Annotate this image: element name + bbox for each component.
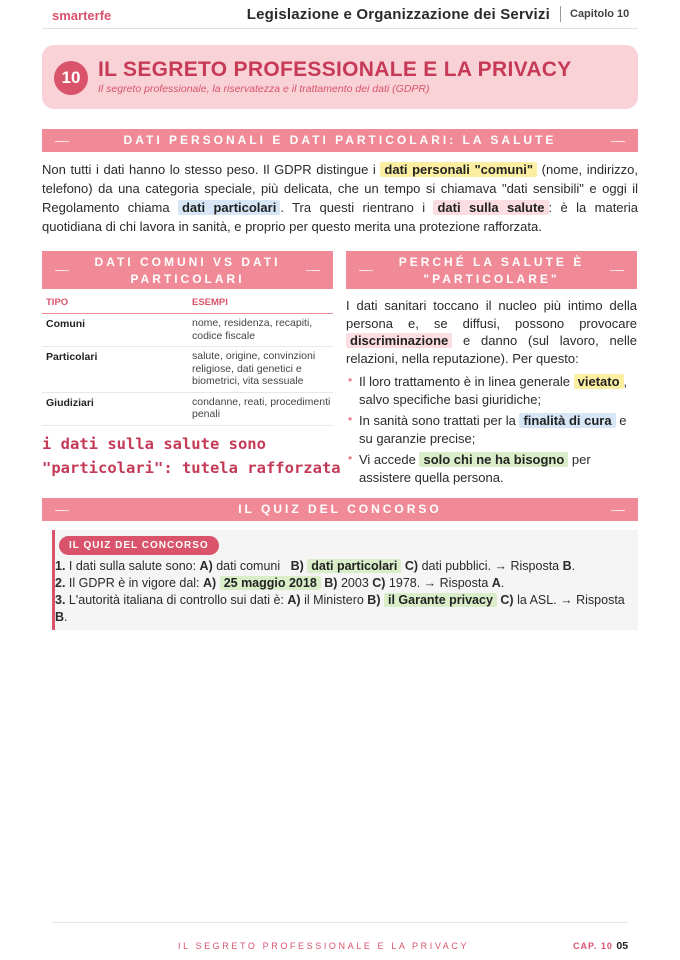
question-text: L'autorità italiana di controllo sui dati è: bbox=[65, 593, 288, 607]
footer-chapter: CAP. 10 bbox=[573, 941, 613, 951]
table-cell-esempi: condanne, reati, procedimenti penali bbox=[192, 395, 331, 420]
list-item bbox=[346, 451, 637, 486]
chapter-label: Capitolo 10 bbox=[570, 8, 630, 20]
text-run: per assistere quella persona. bbox=[359, 452, 591, 485]
chapter-subtitle: Il segreto professionale, la riservatezza e il trattamento dei dati (GDPR) bbox=[98, 83, 430, 95]
intro-paragraph bbox=[42, 160, 638, 236]
text-run: (nome, indirizzo, telefono) da una categoria speciale, più delicata, che un tempo si chiamava "dati sensibili" e oggi il Regolamento chiama bbox=[42, 162, 639, 215]
option-text: il Ministero bbox=[300, 593, 368, 607]
text-run: Vi accede bbox=[359, 452, 420, 467]
question-number: 3. bbox=[55, 593, 66, 607]
section-heading-perche-salute bbox=[346, 251, 637, 289]
dash-decoration bbox=[611, 141, 625, 142]
table-cell-tipo: Particolari bbox=[46, 351, 98, 363]
option-letter: B) bbox=[290, 559, 304, 573]
dash-decoration bbox=[610, 270, 624, 271]
chapter-title: IL SEGRETO PROFESSIONALE E LA PRIVACY bbox=[98, 58, 572, 81]
dash-decoration bbox=[306, 270, 320, 271]
answer-letter: B bbox=[55, 610, 65, 624]
text-run: . Tra questi rientrano i bbox=[280, 200, 434, 215]
column-header-tipo: TIPO bbox=[46, 297, 69, 308]
table-row bbox=[42, 347, 333, 393]
question-number: 2. bbox=[55, 576, 66, 590]
highlight-dati-comuni: dati personali "comuni" bbox=[380, 162, 537, 177]
section-heading-quiz bbox=[42, 498, 638, 521]
section-title: IL QUIZ DEL CONCORSO bbox=[238, 502, 442, 516]
table-cell-tipo: Comuni bbox=[46, 318, 86, 330]
text-run: . bbox=[64, 610, 68, 624]
highlight-correct-answer: dati particolari bbox=[307, 559, 401, 573]
highlight-dati-particolari: dati particolari bbox=[178, 200, 280, 215]
data-types-table bbox=[42, 297, 333, 426]
question-number: 1. bbox=[55, 559, 66, 573]
highlight-correct-answer: il Garante privacy bbox=[384, 593, 497, 607]
text-run: : è la materia quotidiana di chi lavora in sanità, e proprio per questo merita una protezione rafforzata. bbox=[42, 200, 638, 234]
question-text: I dati sulla salute sono: bbox=[65, 559, 200, 573]
header-separator bbox=[560, 6, 561, 22]
table-header bbox=[42, 297, 333, 314]
section-title: PERCHÉ LA SALUTE È "PARTICOLARE" bbox=[398, 255, 585, 286]
footer-divider bbox=[52, 922, 628, 923]
text-run: , salvo specifiche basi giuridiche; bbox=[359, 374, 628, 407]
text-run: I dati sanitari toccano il nucleo più intimo della persona e, se diffusi, possono provocare bbox=[346, 298, 637, 331]
option-letter: C) bbox=[372, 576, 386, 590]
header-divider bbox=[42, 28, 638, 29]
text-run: Non tutti i dati hanno lo stesso peso. Il GDPR distingue i bbox=[42, 162, 381, 177]
quiz-question bbox=[55, 575, 625, 592]
bullet-dot-icon: • bbox=[348, 451, 353, 465]
table-row bbox=[42, 393, 333, 426]
question-text: Il GDPR è in vigore dal: bbox=[65, 576, 203, 590]
footer-running-title: IL SEGRETO PROFESSIONALE E LA PRIVACY bbox=[178, 941, 470, 951]
text-run: . bbox=[571, 559, 576, 573]
section-title: DATI COMUNI VS DATI PARTICOLARI bbox=[94, 255, 281, 286]
page-header bbox=[0, 0, 680, 30]
highlight-dati-salute: dati sulla salute bbox=[433, 200, 548, 215]
option-text: 1978. → Risposta bbox=[385, 576, 492, 590]
text-run: e su garanzie precise; bbox=[359, 413, 627, 446]
table-cell-esempi: salute, origine, convinzioni religiose, dati genetici e biometrici, vita sessuale bbox=[192, 350, 316, 387]
page-number: 05 bbox=[616, 940, 629, 952]
bullet-dot-icon: • bbox=[348, 412, 353, 426]
quiz-questions bbox=[55, 558, 625, 626]
quiz-tag: IL QUIZ DEL CONCORSO bbox=[59, 536, 219, 555]
option-letter: A) bbox=[287, 593, 301, 607]
option-letter: A) bbox=[203, 576, 217, 590]
option-letter: B) bbox=[367, 593, 381, 607]
table-row bbox=[42, 314, 333, 347]
footer-page bbox=[573, 940, 628, 952]
right-paragraph bbox=[346, 297, 637, 367]
section-title: DATI PERSONALI E DATI PARTICOLARI: LA SALUTE bbox=[123, 133, 557, 147]
highlight-discriminazione: discriminazione bbox=[346, 333, 452, 348]
dash-decoration bbox=[55, 141, 69, 142]
option-letter: C) bbox=[404, 559, 419, 573]
section-heading-dati-personali bbox=[42, 129, 638, 152]
book-title: Legislazione e Organizzazione dei Servizi bbox=[246, 6, 550, 23]
dash-decoration bbox=[55, 270, 69, 271]
brand-name: smarterfe bbox=[52, 8, 112, 23]
option-letter: C) bbox=[500, 593, 514, 607]
highlight-correct-answer: 25 maggio 2018 bbox=[220, 576, 321, 590]
text-run: e danno (sul lavoro, nelle relazioni, nella reputazione). Per questo: bbox=[346, 333, 637, 366]
quiz-box bbox=[52, 530, 638, 630]
table-cell-esempi: nome, residenza, recapiti, codice fiscale bbox=[192, 317, 313, 342]
handwritten-note: i dati sulla salute sono "particolari": tutela rafforzata bbox=[42, 435, 341, 477]
option-text: 2003 bbox=[337, 576, 373, 590]
highlight-vietato: vietato bbox=[574, 374, 624, 389]
chapter-banner bbox=[42, 45, 638, 109]
chapter-number-badge: 10 bbox=[54, 61, 88, 95]
option-text: dati pubblici. → Risposta bbox=[418, 559, 563, 573]
answer-letter: A bbox=[491, 576, 501, 590]
dash-decoration bbox=[359, 270, 373, 271]
section-heading-comuni-vs-particolari bbox=[42, 251, 333, 289]
table-cell-tipo: Giudiziari bbox=[46, 396, 94, 409]
option-text: la ASL. → Risposta bbox=[513, 593, 625, 607]
option-text: dati comuni bbox=[212, 559, 291, 573]
highlight-solo-chi: solo chi ne ha bisogno bbox=[419, 452, 568, 467]
bullet-dot-icon: • bbox=[348, 373, 353, 387]
answer-letter: B bbox=[562, 559, 572, 573]
column-header-esempi: ESEMPI bbox=[192, 297, 228, 308]
option-letter: B) bbox=[324, 576, 338, 590]
quiz-question bbox=[55, 592, 625, 626]
quiz-question bbox=[55, 558, 625, 575]
text-run: Il loro trattamento è in linea generale bbox=[359, 374, 574, 389]
bullet-list bbox=[346, 373, 637, 490]
text-run: In sanità sono trattati per la bbox=[359, 413, 520, 428]
option-letter: A) bbox=[199, 559, 213, 573]
highlight-finalita-cura: finalità di cura bbox=[519, 413, 615, 428]
list-item bbox=[346, 373, 637, 408]
list-item bbox=[346, 412, 637, 447]
dash-decoration bbox=[55, 510, 69, 511]
text-run: . bbox=[500, 576, 505, 590]
dash-decoration bbox=[611, 510, 625, 511]
